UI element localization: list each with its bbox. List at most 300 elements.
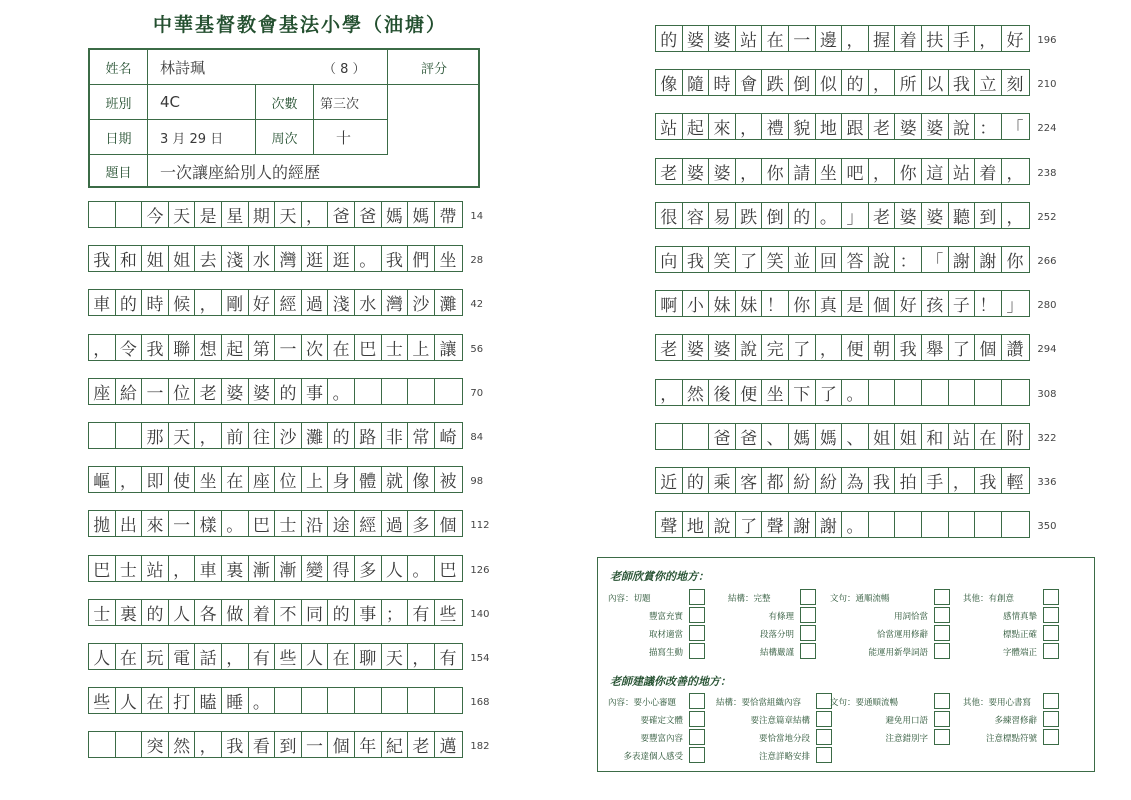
grid-square: 我 <box>142 335 169 360</box>
grid-square: 個 <box>869 291 896 316</box>
grid-square: 灣 <box>382 290 409 315</box>
right-row <box>655 25 1030 52</box>
grid-square: 婆 <box>895 203 922 228</box>
comment-item-label: 用詞恰當 <box>893 612 928 622</box>
grid-square: 有 <box>249 644 276 669</box>
grid-square: 士 <box>116 556 143 581</box>
grid-square: ， <box>869 70 896 95</box>
character-count: 126 <box>470 564 490 576</box>
grid-square: 即 <box>142 467 169 492</box>
grid-square <box>275 688 302 713</box>
grid-square <box>975 512 1002 537</box>
teacher-comment-box <box>597 557 1095 772</box>
grid-square: 好 <box>895 291 922 316</box>
grid-square: 時 <box>709 70 736 95</box>
grid-square: 和 <box>922 424 949 449</box>
character-count: 350 <box>1037 521 1057 533</box>
grid-square: 。 <box>816 203 843 228</box>
grid-square: ， <box>842 26 869 51</box>
grid-square <box>895 380 922 405</box>
grid-square: 的 <box>789 203 816 228</box>
grid-square: 老 <box>869 203 896 228</box>
comment-checkbox[interactable] <box>800 607 816 623</box>
grid-square: 。 <box>355 246 382 271</box>
grid-square <box>1002 380 1029 405</box>
grid-square: 灘 <box>302 423 329 448</box>
grid-square: 們 <box>408 246 435 271</box>
grid-square: 到 <box>275 732 302 757</box>
grid-square: 並 <box>789 247 816 272</box>
left-row <box>88 687 463 714</box>
grid-square: 說 <box>709 512 736 537</box>
comment-checkbox[interactable] <box>934 693 950 709</box>
comment-checkbox[interactable] <box>689 625 705 641</box>
grid-square: 來 <box>709 114 736 139</box>
comment-checkbox[interactable] <box>1043 625 1059 641</box>
left-row <box>88 599 463 626</box>
comment-item-label: 注意標點符號 <box>985 734 1037 744</box>
grid-square: ， <box>195 423 222 448</box>
comment-checkbox[interactable] <box>934 607 950 623</box>
grid-square: 巴 <box>89 556 116 581</box>
grid-square: 隨 <box>683 70 710 95</box>
character-count: 294 <box>1037 344 1057 356</box>
comment-item-label: 多練習修辭 <box>994 716 1037 726</box>
comment-checkbox[interactable] <box>689 747 705 763</box>
grid-square: 嶇 <box>89 467 116 492</box>
grid-square: 去 <box>195 246 222 271</box>
grid-square: 婆 <box>709 335 736 360</box>
grid-square: ！ <box>975 291 1002 316</box>
grid-square: 跌 <box>762 70 789 95</box>
left-row <box>88 555 463 582</box>
grid-square: 着 <box>975 159 1002 184</box>
grid-square: ， <box>1006 163 1024 184</box>
grid-square: ， <box>736 159 763 184</box>
grid-square: 附 <box>1006 428 1024 449</box>
grid-square: 孩 <box>922 291 949 316</box>
grid-square: 的 <box>328 423 355 448</box>
grid-square <box>949 380 976 405</box>
grid-square: ， <box>816 335 843 360</box>
grid-square: 些 <box>89 688 116 713</box>
comment-item-label: 描寫生動 <box>648 648 683 658</box>
grid-square: 經 <box>355 511 382 536</box>
grid-square: 座 <box>249 467 276 492</box>
grid-square: 姐 <box>142 246 169 271</box>
grid-square: 謝 <box>949 247 976 272</box>
grid-square: 令 <box>116 335 143 360</box>
comment-item-label: 文句：要通順流暢 <box>830 698 899 708</box>
right-row <box>655 202 1030 229</box>
character-count: 210 <box>1037 79 1057 91</box>
grid-square: 的 <box>328 600 355 625</box>
grid-square <box>949 512 976 537</box>
grid-square: 回 <box>816 247 843 272</box>
grid-square: 沙 <box>275 423 302 448</box>
grid-square: 扶 <box>922 26 949 51</box>
grid-square: 婆 <box>709 159 736 184</box>
right-row <box>655 467 1030 494</box>
grid-square: 睡 <box>222 688 249 713</box>
grid-square: 站 <box>949 424 976 449</box>
right-row <box>655 69 1030 96</box>
grid-square: ！ <box>762 291 789 316</box>
grid-square: 一 <box>169 511 196 536</box>
grid-square: 坐 <box>439 251 457 272</box>
grid-square: 在 <box>116 644 143 669</box>
grid-square: 了 <box>949 335 976 360</box>
comment-item-label: 結構：完整 <box>728 594 771 604</box>
grid-square: 常 <box>408 423 435 448</box>
grid-square: 你 <box>895 159 922 184</box>
student-info-table <box>88 48 480 188</box>
grid-square: 紛 <box>816 468 843 493</box>
grid-square: 巴 <box>439 560 457 581</box>
grid-square: 人 <box>302 644 329 669</box>
grid-square: 得 <box>328 556 355 581</box>
comment-item-label: 要豐富內容 <box>640 734 683 744</box>
grid-square: 淺 <box>328 290 355 315</box>
grid-square: 讓 <box>439 339 457 360</box>
grid-square: 過 <box>302 290 329 315</box>
grid-square: 笑 <box>709 247 736 272</box>
character-count: 322 <box>1037 432 1057 444</box>
character-count: 266 <box>1037 256 1057 267</box>
character-count: 154 <box>470 653 490 664</box>
times-value: 第三次 <box>314 85 388 120</box>
grid-square <box>869 380 896 405</box>
grid-square: 婆 <box>222 379 249 404</box>
grid-square: 老 <box>656 335 683 360</box>
grid-square: 和 <box>116 246 143 271</box>
comment-item-label: 要確定文體 <box>640 716 683 726</box>
grid-square: 答 <box>842 247 869 272</box>
times-label: 次數 <box>256 85 314 120</box>
grid-square: 說 <box>736 335 763 360</box>
comment-checkbox[interactable] <box>800 643 816 659</box>
grid-square: 貌 <box>789 114 816 139</box>
grid-square: 往 <box>249 423 276 448</box>
grid-square: 邊 <box>816 26 843 51</box>
left-row <box>88 466 463 493</box>
grid-square: 似 <box>816 70 843 95</box>
grid-square <box>328 688 355 713</box>
grid-square: 玩 <box>142 644 169 669</box>
grid-square: 婆 <box>709 26 736 51</box>
grid-square: 在 <box>762 26 789 51</box>
grid-square: 我 <box>895 335 922 360</box>
comment-checkbox[interactable] <box>1043 711 1059 727</box>
grid-square: ， <box>408 644 435 669</box>
grid-square: 不 <box>275 600 302 625</box>
comment-checkbox[interactable] <box>800 589 816 605</box>
grid-square: 時 <box>142 290 169 315</box>
grid-square: 婆 <box>922 203 949 228</box>
character-count: 56 <box>470 343 484 355</box>
grid-square: 說 <box>869 247 896 272</box>
left-row <box>88 378 463 405</box>
comment-item-label: 結構：要恰當組織內容 <box>716 698 802 708</box>
grid-square: 讚 <box>1006 340 1024 361</box>
grid-square: ， <box>949 468 976 493</box>
grid-square: 出 <box>116 511 143 536</box>
comment-checkbox[interactable] <box>816 747 832 763</box>
grid-square: 爸 <box>328 202 355 227</box>
grid-square: 漸 <box>249 556 276 581</box>
grid-square: 近 <box>656 468 683 493</box>
grid-square: 有 <box>439 649 457 669</box>
comment-checkbox[interactable] <box>1043 643 1059 659</box>
score-box <box>388 85 480 155</box>
comment-item-label: 內容：要小心審題 <box>608 698 677 708</box>
grid-square: 個 <box>439 516 457 537</box>
comment-item-label: 避免用口語 <box>885 716 928 726</box>
grid-square: 媽 <box>408 202 435 227</box>
comment-checkbox[interactable] <box>934 729 950 745</box>
week-label: 周次 <box>256 120 314 155</box>
grid-square: 我 <box>869 468 896 493</box>
grid-square: 變 <box>302 556 329 581</box>
grid-square: 以 <box>922 70 949 95</box>
grid-square: 媽 <box>789 424 816 449</box>
grid-square: 坐 <box>762 380 789 405</box>
grid-square: 邁 <box>439 737 457 758</box>
grid-square: 然 <box>683 380 710 405</box>
right-row <box>655 246 1030 273</box>
comment-checkbox[interactable] <box>934 711 950 727</box>
grid-square: ， <box>195 290 222 315</box>
character-count: 98 <box>470 476 484 488</box>
comment-checkbox[interactable] <box>689 589 705 605</box>
grid-square: ： <box>895 247 922 272</box>
grid-square: 做 <box>222 600 249 625</box>
grid-square: 的 <box>142 600 169 625</box>
grid-square: ， <box>736 114 763 139</box>
grid-square: 的 <box>656 26 683 51</box>
grid-square: 裏 <box>116 600 143 625</box>
character-count: 168 <box>470 697 490 709</box>
grid-square: 同 <box>302 600 329 625</box>
grid-square: 水 <box>249 246 276 271</box>
grid-square: 都 <box>762 468 789 493</box>
grid-square: 。 <box>842 380 869 405</box>
grid-square: 次 <box>302 335 329 360</box>
grid-square: 在 <box>975 424 1002 449</box>
grid-square: 立 <box>975 70 1002 95</box>
comment-item-label: 結構嚴謹 <box>759 648 794 658</box>
class-value: 4C <box>148 85 256 120</box>
grid-square: 上 <box>302 467 329 492</box>
character-count: 308 <box>1037 388 1057 400</box>
grid-square: 淺 <box>222 246 249 271</box>
grid-square: 。 <box>222 511 249 536</box>
grid-square: 期 <box>249 202 276 227</box>
grid-square: 一 <box>789 26 816 51</box>
grid-square: 灣 <box>275 246 302 271</box>
grid-square: 經 <box>275 290 302 315</box>
grid-square: 人 <box>382 556 409 581</box>
grid-square: 易 <box>709 203 736 228</box>
improvement-heading: 老師建議你改善的地方： <box>610 675 731 688</box>
grid-square <box>869 512 896 537</box>
grid-square: 地 <box>816 114 843 139</box>
comment-item-label: 字體端正 <box>1002 648 1037 658</box>
grid-square: 爸 <box>355 202 382 227</box>
grid-square: 老 <box>195 379 222 404</box>
left-row <box>88 334 463 361</box>
character-count: 70 <box>470 387 484 399</box>
grid-square: 」 <box>1006 296 1024 317</box>
grid-square: 看 <box>249 732 276 757</box>
grid-square: 像 <box>408 467 435 492</box>
grid-square: 突 <box>142 732 169 757</box>
grid-square: 沙 <box>408 290 435 315</box>
character-count: 280 <box>1037 300 1057 312</box>
grid-square: 是 <box>842 291 869 316</box>
date-value: 3 月 29 日 <box>148 120 256 155</box>
comment-checkbox[interactable] <box>1043 729 1059 745</box>
grid-square <box>408 379 435 404</box>
grid-square: 跌 <box>736 203 763 228</box>
grid-square: 逛 <box>328 246 355 271</box>
grid-square: 婆 <box>683 159 710 184</box>
grid-square: 吧 <box>842 159 869 184</box>
comment-checkbox[interactable] <box>934 643 950 659</box>
grid-square: 笑 <box>762 247 789 272</box>
character-count: 196 <box>1037 35 1057 46</box>
grid-square: 一 <box>142 379 169 404</box>
comment-checkbox[interactable] <box>1043 693 1059 709</box>
character-count: 182 <box>470 741 490 753</box>
grid-square: 客 <box>736 468 763 493</box>
grid-square: ， <box>975 26 1002 51</box>
grid-square: 便 <box>842 335 869 360</box>
grid-square: 我 <box>975 468 1002 493</box>
grid-square: 在 <box>222 467 249 492</box>
grid-square <box>435 379 462 404</box>
comment-checkbox[interactable] <box>689 693 705 709</box>
grid-square: 沿 <box>302 511 329 536</box>
comment-item-label: 有條理 <box>768 612 794 622</box>
grid-square: 的 <box>116 290 143 315</box>
comment-item-label: 豐富充實 <box>648 612 683 622</box>
grid-square: ， <box>116 467 143 492</box>
grid-square: 好 <box>1006 31 1024 51</box>
grid-square: 。 <box>408 556 435 581</box>
grid-square: ， <box>169 556 196 581</box>
grid-square: 使 <box>169 467 196 492</box>
grid-square: 站 <box>656 114 683 139</box>
grid-square: 聲 <box>656 512 683 537</box>
grid-square: 身 <box>328 467 355 492</box>
grid-square: 媽 <box>816 424 843 449</box>
grid-square: 。 <box>249 688 276 713</box>
grid-square: 途 <box>328 511 355 536</box>
comment-checkbox[interactable] <box>1043 607 1059 623</box>
class-number: （ 8 ） <box>323 61 366 77</box>
comment-checkbox[interactable] <box>689 607 705 623</box>
grid-square: 坐 <box>816 159 843 184</box>
grid-square: 我 <box>222 732 249 757</box>
right-row <box>655 290 1030 317</box>
grid-square: 到 <box>975 203 1002 228</box>
grid-square: 了 <box>736 512 763 537</box>
grid-square <box>89 202 116 227</box>
grid-square: 、 <box>762 424 789 449</box>
comment-checkbox[interactable] <box>934 589 950 605</box>
grid-square <box>975 380 1002 405</box>
grid-square: 位 <box>169 379 196 404</box>
grid-square: 姐 <box>895 424 922 449</box>
grid-square: 地 <box>683 512 710 537</box>
grid-square: 樣 <box>195 511 222 536</box>
grid-square: 人 <box>89 644 116 669</box>
grid-square: 聊 <box>355 644 382 669</box>
grid-square <box>302 688 329 713</box>
grid-square: 會 <box>736 70 763 95</box>
comment-checkbox[interactable] <box>689 729 705 745</box>
grid-square: 巴 <box>249 511 276 536</box>
grid-square: 士 <box>89 600 116 625</box>
comment-checkbox[interactable] <box>689 643 705 659</box>
grid-square: 第 <box>249 335 276 360</box>
character-count: 14 <box>470 211 484 222</box>
grid-square: 舉 <box>922 335 949 360</box>
grid-square: 車 <box>89 290 116 315</box>
grid-square: 些 <box>439 604 457 625</box>
grid-square: 各 <box>195 600 222 625</box>
grid-square <box>435 688 462 713</box>
comment-item-label: 注意錯別字 <box>885 734 928 744</box>
grid-square: 爸 <box>709 424 736 449</box>
grid-square: 事 <box>302 379 329 404</box>
right-row <box>655 158 1030 185</box>
right-row <box>655 423 1030 450</box>
comment-checkbox[interactable] <box>934 625 950 641</box>
left-row <box>88 643 463 670</box>
character-count: 28 <box>470 255 484 267</box>
comment-checkbox[interactable] <box>689 711 705 727</box>
left-row <box>88 289 463 316</box>
grid-square: 天 <box>382 644 409 669</box>
grid-square: 士 <box>275 511 302 536</box>
grid-square: 灘 <box>439 295 457 316</box>
grid-square: 電 <box>169 644 196 669</box>
grid-square: 在 <box>328 644 355 669</box>
appreciation-heading: 老師欣賞你的地方： <box>610 570 709 583</box>
grid-square: 位 <box>275 467 302 492</box>
grid-square: 你 <box>1006 252 1024 272</box>
comment-checkbox[interactable] <box>800 625 816 641</box>
grid-square: 然 <box>169 732 196 757</box>
comment-item-label: 內容：切題 <box>608 594 651 604</box>
grid-square: 裏 <box>222 556 249 581</box>
right-row <box>655 334 1030 361</box>
grid-square: 有 <box>408 600 435 625</box>
grid-square: 士 <box>382 335 409 360</box>
grid-square: 紛 <box>789 468 816 493</box>
grid-square: ， <box>195 732 222 757</box>
grid-square: 些 <box>275 644 302 669</box>
grid-square: 起 <box>683 114 710 139</box>
grid-square <box>922 380 949 405</box>
grid-square: 聽 <box>949 203 976 228</box>
grid-square <box>116 202 143 227</box>
grid-square: 水 <box>355 290 382 315</box>
comment-checkbox[interactable] <box>1043 589 1059 605</box>
grid-square: 給 <box>116 379 143 404</box>
